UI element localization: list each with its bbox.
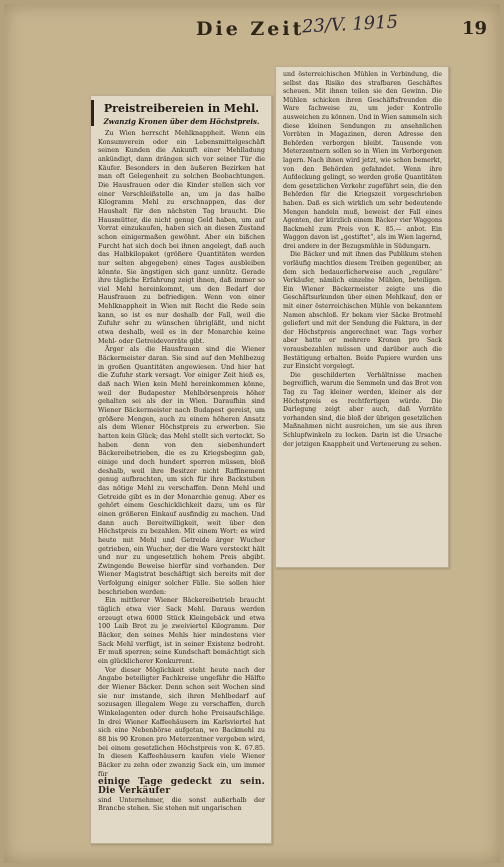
paragraph: Ärger als die Hausfrauen sind die Wiener Bäckermeister daran. Sie sind auf den Mehlbezug in großen Quantitäten angewiesen. Und hier hat die Zufuhr stark versagt. Vor einiger Zeit hieß es, daß nach Wien kein Mehl hereinkommen könne, weil der Budapester Mehlbörsenpreis höher gehalten sei als der in Wien. Daraufhin sind Wiener Bäckermeister nach Budapest gereist, um größere Mengen, auch zu einem höheren Ansatz als dem Wiener Höchstpreis zu erwerben. Sie hatten kein Glück; das Mehl stellt sich verteckt. So haben denn von den siebenhundert Bäckereibetrieben, die es zu Kriegsbeginn gab, einige und doch hundert sperren müssen, bloß deshalb, weil ihre Besitzer nicht Raffinement genug aufbrachten, um sich für ihre Backstuben das nötige Mehl zu verschaffen. Denn Mehl und Getreide gibt es in der Monarchie genug. Aber es gehört einem Geschicklichkeit dazu, um es für einen größeren Einkauf ausfindig zu machen. Und dann auch Bereitwilligkeit, weit über den Höchstpreis zu bezahlen. Mit einem Wort: es wird heute mit Mehl und Getreide ärger Wucher getrieben, ein Wucher, der die Ware versteckt hält und nur zu ungesetzlich hohem Preis abgibt. Zwingende Beweise hierfür sind vorhanden. Der Wiener Magistrat beschäftigt sich bereits mit der Verfolgung einiger solcher Fälle. Sie sollen hier beschrieben werden: <box>98 345 265 596</box>
headline-bracket <box>91 100 94 126</box>
page-number: 19 <box>462 18 488 39</box>
paragraph: Die Bäcker und mit ihnen das Publikum stehen vorläufig machtlos diesem Treiben gegenüber, an dem sich bedauerlicherweise auch „reguläre“ Verkäufer, nämlich einzelne Mühlen, beteiligen. Ein Wiener Bäckermeister zeigte uns die Geschäftsurkunden über einen Mehlkauf, den er mit einer österreichischen Mühle von bekanntem Namen abschloß. Er bekam vier Säcke Brotmehl geliefert und mit der Sendung die Faktura, in der der Höchstpreis angerechnet war. Tags vorher aber hatte er mehrere Kronen pro Sack vorausbezahlen müssen und darüber auch die Bestätigung erhalten. Beide Papiere wurden uns zur Einsicht vorgelegt. <box>283 251 442 371</box>
paragraph: Ein mittlerer Wiener Bäckereibetrieb braucht täglich etwa vier Sack Mehl. Daraus werden erzeugt etwa 6000 Stück Kleingebäck und etwa 100 Laib Brot zu je zweiviertel Kilogramm. Der Bäcker, den seines Mehls hier mindestens vier Sack Mehl verfügt, ist in seiner Existenz bedroht. Er muß sperren; seine Kundschaft bemächtigt sich ein glücklicherer Konkurrent. <box>98 596 265 666</box>
paragraph: und österreichischen Mühlen in Verbindung, die selbst das Risiko des strafbaren Geschäftes scheuen. Mit ihnen teilen sie den Gewinn. Die Mühlen schicken ihren Geschäftsfreunden die Ware fachweise zu, um jeder Kontrolle ausweichen zu können. Und in Wien sammeln sich diese kleinen Sendungen zu ansehnlichen Vorräten in Magazinen, deren Adresse den Behörden verborgen bleibt. Tausende von Meterzentnern sollen so in Wien im Verborgenen lagern. Nach ihnen wird jetzt, wie schon bemerkt, von den Behörden gefahndet. Wenn ihre Aufdeckung gelingt, so werden große Quantitäten dem gesetzlichen Verkehr zugeführt sein, die den Behörden für die Kriegszeit vorgeschrieben haben. Daß es sich wirklich um sehr bedeutende Mengen handeln muß, beweist der Fall eines Agenten, der kürzlich einem Bäcker vier Waggons Backmehl zum Preis von K. 85.— anbot. Ein Waggon davon ist „gestiftet“, als im Wien lagernd, drei andere in der Bezugsmühle in Südungarn. <box>283 71 442 250</box>
clipping-left-column <box>90 95 272 844</box>
article-headline: Preistreibereien in Mehl. <box>103 102 260 115</box>
paragraph: Zu Wien herrscht Mehlknappheit. Wenn ein Konsumverein oder ein Lebensmittelgeschäft seinen Kunden die Ankunft einer Mehlladung ankündigt, dann drängen sich vor seiner Tür die Käufer. Besonders in den äußeren Bezirken hat man oft Gelegenheit zu solchen Beobachtungen. Die Hausfrauen oder die Kinder stellen sich vor einer Verschleißstelle an, um ja das halbe Kilogramm Mehl zu erschnappen, das der Haushalt für den nächsten Tag braucht. Die Hausmütter, die nicht genug Geld haben, um auf Vorrat einzukaufen, haben sich an diesen Zustand schon einigermaßen gewöhnt. Aber ein bißchen Furcht hat sich doch bei ihnen angelegt, daß auch das Halbkilopaket (größere Quantitäten werden nur selten abgegeben) eines Tages ausbleiben könnte. Sie ängstigen sich ganz unnütz. Gerade ihre tägliche Erfahrung zeigt ihnen, daß immer so viel Mehl hereinkommt, um den Bedarf der Hausfrauen zu befriedigen. Wenn von einer Mehlknappheit in Wien mit Recht die Rede sein kann, so ist es nur deshalb der Fall, weil die Zufuhr sehr zu wünschen übrigläßt, und nicht etwa deshalb, weil es in der Monarchie keine Mehl- oder Getreidevorräte gibt. <box>98 129 265 345</box>
handwritten-date: 23/V. 1915 <box>301 11 399 38</box>
paragraph-tail: sind Unternehmer, die sonst außerhalb der Branche stehen. Sie stehen mit ungarischen <box>98 795 265 813</box>
masthead <box>4 11 500 48</box>
paragraph: Vor dieser Möglichkeit steht heute nach der Angabe beteiligter Fachkreise ungefähr die Hälfte der Wiener Bäcker. Denn schon seit Wochen sind sie nur imstande, sich ihren Mehlbedarf auf sozusagen illegalem Wege zu verschaffen, durch Winkelagenten oder durch hohe Preisaufschläge. In drei Wiener Kaffeehäusern im Karlsviertel hat sich eine Nebenbörse aufgetan, wo Backmehl zu 88 bis 90 Kronen pro Meterzentner vergeben wird, bei einem gesetzlichen Höchstpreis von K. 67.85. In diesen Kaffeehäusern kaufen viele Wiener Bäcker zu zehn oder zwanzig Sack ein, um immer für <box>98 665 265 778</box>
newspaper-title: Die Zeit <box>196 18 305 40</box>
paragraph: Die geschilderten Verhältnisse machen begreiflich, warum die Semmeln und das Brot von Tag zu Tag kleiner werden, kleiner als der Höchstpreis es rechtfertigen würde. Die Darlegung zeigt aber auch, daß Vorräte vorhanden sind, die bloß der übrigen gesetzlichen Maßnahmen nicht ausreichen, um sie aus ihren Schlupfwinkeln zu locken. Darin ist die Ursache der jetzigen Knappheit und Verteuerung zu sehen. <box>283 371 442 448</box>
archive-page <box>4 4 500 863</box>
article-subheadline: Zwanzig Kronen über dem Höchstpreis. <box>103 117 260 126</box>
clipping-right-column <box>275 66 449 568</box>
emphasis-line: einige Tage gedeckt zu sein. Die Verkäufer <box>98 777 265 796</box>
